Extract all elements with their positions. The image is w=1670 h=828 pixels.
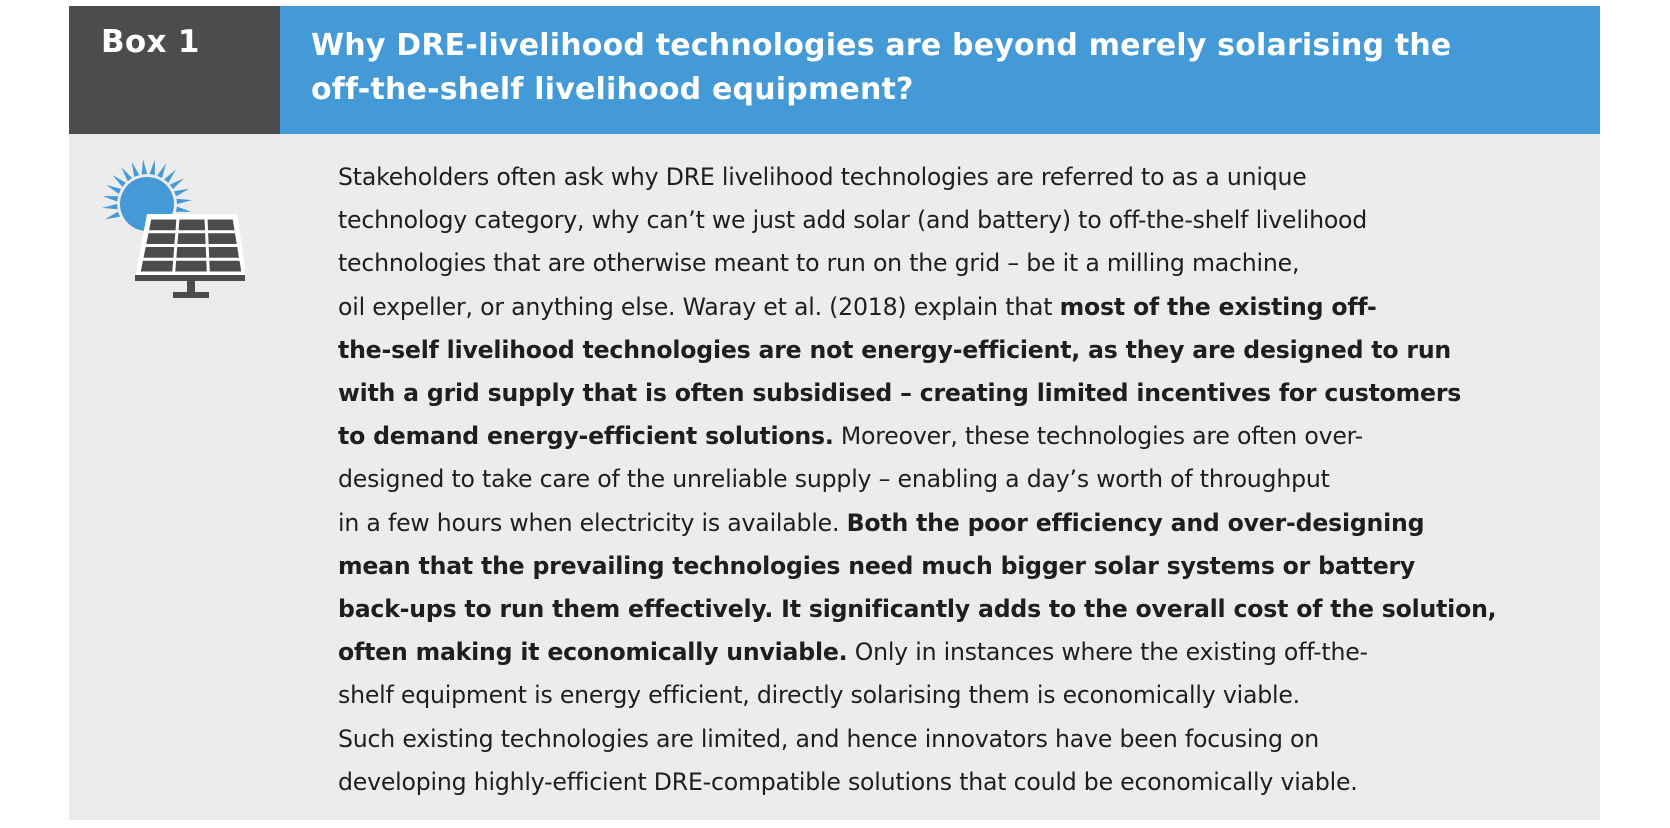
- bold-text: most of the existing off-: [1059, 292, 1377, 321]
- body-line: [338, 329, 1588, 372]
- body-text: shelf equipment is energy efficient, directly solarising them is economically viable.: [338, 681, 1300, 710]
- body-paragraph: [338, 156, 1588, 804]
- bold-text: to demand energy-efficient solutions.: [338, 422, 834, 451]
- box-header: [69, 6, 1600, 134]
- body-text: Only in instances where the existing off-the-: [847, 638, 1368, 667]
- body-line: [338, 588, 1588, 631]
- body-line: [338, 502, 1588, 545]
- body-line: [338, 674, 1588, 717]
- body-line: [338, 156, 1588, 199]
- body-text: technologies that are otherwise meant to run on the grid – be it a milling machine,: [338, 249, 1300, 278]
- body-text: Stakeholders often ask why DRE livelihood technologies are referred to as a unique: [338, 163, 1307, 191]
- body-line: [338, 286, 1588, 329]
- body-text: oil expeller, or anything else. Waray et al. (2018) explain that: [338, 292, 1060, 321]
- body-line: [338, 242, 1588, 285]
- box-title: [280, 6, 1600, 134]
- body-line: [338, 631, 1588, 674]
- box-title-line-1: Why DRE-livelihood technologies are beyond merely solarising the: [311, 28, 1452, 63]
- bold-text: back-ups to run them effectively. It significantly adds to the overall cost of the solution,: [338, 595, 1497, 624]
- body-line: [338, 718, 1588, 761]
- body-line: [338, 761, 1588, 804]
- body-text: in a few hours when electricity is available.: [338, 508, 847, 537]
- body-line: [338, 458, 1588, 501]
- body-line: [338, 372, 1588, 415]
- body-text: developing highly-efficient DRE-compatible solutions that could be economically viable.: [338, 767, 1358, 796]
- bold-text: with a grid supply that is often subsidised – creating limited incentives for customers: [338, 379, 1462, 408]
- body-text: Such existing technologies are limited, and hence innovators have been focusing on: [338, 724, 1320, 753]
- body-text: designed to take care of the unreliable supply – enabling a day’s worth of throughput: [338, 465, 1330, 494]
- box-body: [69, 134, 1600, 820]
- body-text: technology category, why can’t we just add solar (and battery) to off-the-shelf livelihood: [338, 206, 1368, 235]
- bold-text: mean that the prevailing technologies need much bigger solar systems or battery: [338, 551, 1416, 580]
- box-title-line-2: off-the-shelf livelihood equipment?: [311, 72, 914, 107]
- body-line: [338, 545, 1588, 588]
- bold-text: the-self livelihood technologies are not energy-efficient, as they are designed to run: [338, 335, 1452, 364]
- box-label: Box 1: [69, 6, 280, 134]
- bold-text: often making it economically unviable.: [338, 638, 848, 667]
- info-box: [69, 6, 1600, 820]
- bold-text: Both the poor efficiency and over-designing: [846, 508, 1425, 537]
- solar-panel-icon: [95, 156, 245, 306]
- body-line: [338, 415, 1588, 458]
- body-line: [338, 199, 1588, 242]
- body-text: Moreover, these technologies are often over-: [833, 422, 1363, 451]
